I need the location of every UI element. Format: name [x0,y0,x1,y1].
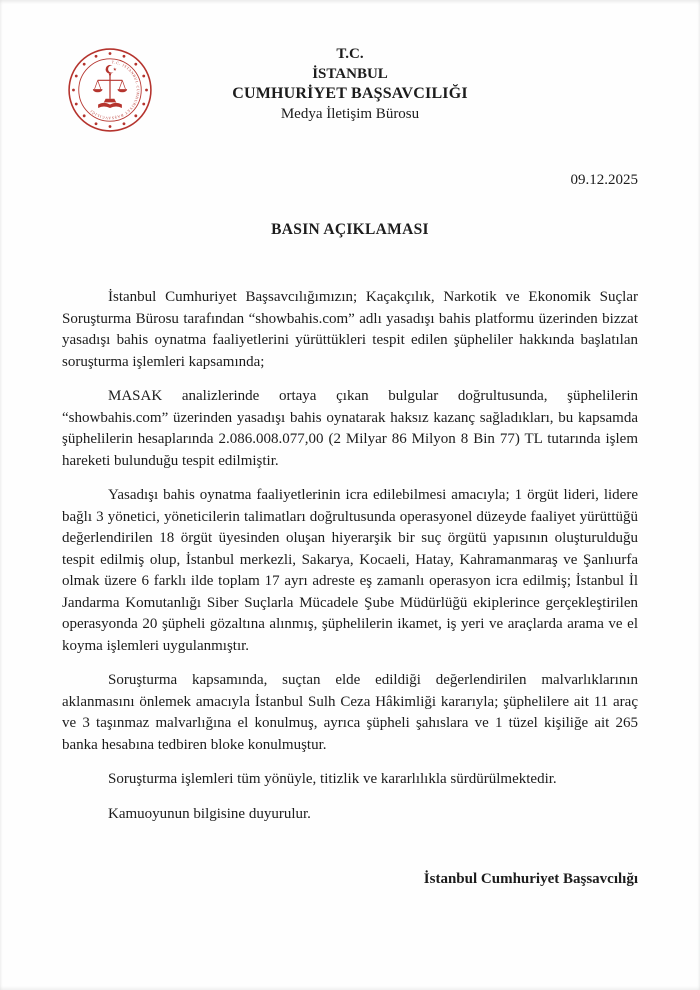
signature-office: İstanbul Cumhuriyet Başsavcılığı [423,871,638,887]
paragraph-investigation-scope: İstanbul Cumhuriyet Başsavcılığımızın; Kaçakçılık, Narkotik ve Ekonomik Suçlar Soruşturma Bürosu tarafından “showbahis.com” adlı yasadışı bahis platformu üzerinden bizzat yasadışı bahis oynatma faaliyetlerini yürüttükleri tespit edilen şüpheliler hakkında başlatılan soruşturma işlemleri kapsamında; [62,289,638,370]
paragraph-asset-seizure: Soruşturma kapsamında, suçtan elde edildiği değerlendirilen malvarlıklarının aklanmasını önlemek amacıyla İstanbul Sulh Ceza Hâkimliği kararıyla; şüphelilere ait 11 araç ve 3 taşınmaz malvarlığına el konulmuş, ayrıca şüpheli şahıslara ve 1 tüzel kişiliğe ait 265 banka hesabına tedbiren bloke konulmuştur. [62,672,638,753]
document-title: BASIN AÇIKLAMASI [271,221,429,238]
letterhead-tc: T.C. [336,46,364,62]
paragraph-public-notice: Kamuoyunun bilgisine duyurulur. [108,805,311,822]
letterhead [62,44,638,140]
paragraph-masak-findings: MASAK analizlerinde ortaya çıkan bulgular doğrultusunda, şüphelilerin “showbahis.com” üzerinden yasadışı bahis oynatarak haksız kazanç sağladıkları, bu kapsamda şüphelilerin hesaplarında 2.086.008.077,00 (2 Milyar 86 Milyon 8 Bin 77) TL tutarında işlem hareketi bulunduğu tespit edilmiştir. [62,388,638,469]
letterhead-office: CUMHURİYET BAŞSAVCILIĞI [232,85,468,102]
emblem-ring-text: T.C. İSTANBUL CUMHURİYET BAŞSAVCILIĞI [89,60,140,120]
paragraph-operation-details: Yasadışı bahis oynatma faaliyetlerinin icra edilebilmesi amacıyla; 1 örgüt lideri, lidere bağlı 3 yönetici, yöneticilerin talimatları doğrultusunda operasyonel düzeyde faaliyet yürüttüğü değerlendirilen 18 örgüt üyesinden oluşan hiyerarşik bir suç örgütü yapısının oluşturulduğu tespit edilmiş olup, İstanbul merkezli, Sakarya, Kocaeli, Hatay, Kahramanmaraş ve Şanlıurfa olmak üzere 6 farklı ilde toplam 17 ayrı adreste eş zamanlı operasyon icra edilmiş; İstanbul İl Jandarma Komutanlığı Siber Suçlarla Mücadele Şube Müdürlüğü ekiplerince gerçekleştirilen operasyonda 20 şüpheli gözaltına alınmış, şüphelilerin ikamet, iş yeri ve araçlarda arama ve el koyma işlemleri uygulanmıştır. [62,487,638,654]
letterhead-bureau: Medya İletişim Bürosu [280,106,420,122]
justice-emblem-icon [66,44,154,136]
document-date: 09.12.2025 [570,172,638,188]
document-body [62,287,638,825]
letterhead-city: İSTANBUL [312,66,388,82]
paragraph-investigation-ongoing: Soruşturma işlemleri tüm yönüyle, titizlik ve kararlılıkla sürdürülmektedir. [108,771,557,787]
